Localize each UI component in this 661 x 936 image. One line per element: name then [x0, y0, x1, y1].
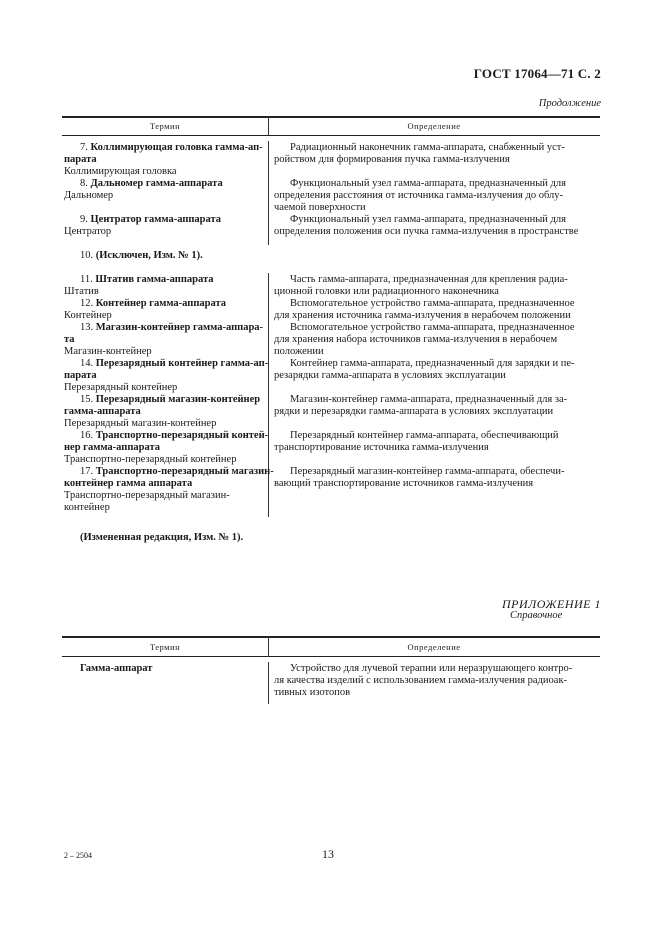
term-line: Перезарядный контейнер: [64, 382, 178, 393]
term-line: Транспортно-перезарядный контейнер: [64, 454, 237, 465]
term-line: контейнер: [64, 502, 110, 513]
definition-line: Часть гамма-аппарата, предназначенная для крепления радиа-: [290, 274, 568, 285]
appendix-col-def-header: Определение: [407, 642, 461, 652]
document-code: ГОСТ 17064—71 С. 2: [473, 66, 601, 81]
table1-header-rule: [62, 135, 600, 136]
term-line: 14. Перезарядный контейнер гамма-ап-: [80, 358, 269, 369]
definition-line: определения положения оси пучка гамма-излучения в пространстве: [274, 226, 579, 237]
definition-line: Функциональный узел гамма-аппарата, предназначенный для: [290, 178, 566, 189]
definition-line: для хранения набора источников гамма-излучения в нерабочем: [274, 334, 558, 345]
table1-col-def-header: Определение: [407, 121, 461, 131]
term-line: 10. (Исключен, Изм. № 1).: [80, 250, 203, 261]
table1-body-divider-a: [268, 141, 269, 245]
page-number: 13: [322, 847, 334, 861]
term-line: 16. Транспортно-перезарядный контей-: [80, 430, 269, 441]
appendix-col-term-header: Термин: [149, 642, 181, 652]
definition-line: чаемой поверхности: [274, 202, 366, 213]
term-line: 7. Коллимирующая головка гамма-ап-: [80, 142, 263, 153]
print-code: 2 – 2504: [64, 851, 92, 860]
definition-line: рядки и перезарядки гамма-аппарата в условиях эксплуатации: [274, 406, 554, 417]
definition-line: определения расстояния от источника гамма-излучения до облу-: [274, 190, 564, 201]
table1-body-divider-b: [268, 273, 269, 517]
term-line: Контейнер: [64, 310, 112, 321]
term-line: парата: [64, 154, 97, 165]
appendix-body-divider: [268, 662, 269, 704]
term-line: 12. Контейнер гамма-аппарата: [80, 298, 226, 309]
term-line: Центратор: [64, 226, 112, 237]
definition-line: Контейнер гамма-аппарата, предназначенный для зарядки и пе-: [290, 358, 575, 369]
term-line: 11. Штатив гамма-аппарата: [80, 274, 214, 285]
appendix-term: Гамма-аппарат: [80, 663, 153, 674]
definition-line: Магазин-контейнер гамма-аппарата, предназначенный для за-: [290, 394, 568, 405]
term-line: 8. Дальномер гамма-аппарата: [80, 178, 223, 189]
appendix-def-line: Устройство для лучевой терапии или неразрушающего контро-: [290, 663, 573, 674]
term-line: Магазин-контейнер: [64, 346, 152, 357]
term-line: парата: [64, 370, 97, 381]
definition-line: транспортирование источника гамма-излучения: [274, 442, 489, 453]
term-line: 9. Центратор гамма-аппарата: [80, 214, 222, 225]
definition-line: ционной головки или радиационного наконечника: [274, 286, 499, 297]
definition-line: ройством для формирования пучка гамма-излучения: [274, 154, 510, 165]
term-line: Дальномер: [64, 190, 114, 201]
term-line: 13. Магазин-контейнер гамма-аппара-: [80, 322, 264, 333]
term-line: Транспортно-перезарядный магазин-: [64, 490, 230, 501]
appendix-def-line: тивных изотопов: [274, 687, 351, 698]
table1-top-rule: [62, 116, 600, 118]
term-line: гамма-аппарата: [64, 406, 141, 417]
definition-line: для хранения источника гамма-излучения в нерабочем положении: [274, 310, 571, 321]
term-line: Коллимирующая головка: [64, 166, 177, 177]
definition-line: вающий транспортирование источников гамма-излучения: [274, 478, 534, 489]
term-line: 17. Транспортно-перезарядный магазин-: [80, 466, 274, 477]
continuation-label: Продолжение: [538, 98, 601, 109]
definition-line: положении: [274, 346, 324, 357]
appendix-def-line: ля качества изделий с использованием гамма-излучения радиоак-: [274, 675, 568, 686]
appendix-header-rule: [62, 656, 600, 657]
term-line: Штатив: [64, 286, 99, 297]
term-line: нер гамма-аппарата: [64, 442, 160, 453]
appendix-header-divider: [268, 636, 269, 656]
amendment-note: (Измененная редакция, Изм. № 1).: [80, 532, 244, 543]
appendix-title: ПРИЛОЖЕНИЕ 1: [502, 597, 601, 611]
definition-line: резарядки гамма-аппарата в условиях эксплуатации: [274, 370, 506, 381]
term-line: Перезарядный магазин-контейнер: [64, 418, 217, 429]
definition-line: Радиационный наконечник гамма-аппарата, снабженный уст-: [290, 142, 565, 153]
definition-line: Перезарядный контейнер гамма-аппарата, обеспечивающий: [290, 430, 559, 441]
appendix-top-rule: [62, 636, 600, 638]
definition-line: Функциональный узел гамма-аппарата, предназначенный для: [290, 214, 566, 225]
table1-col-term-header: Термин: [149, 121, 181, 131]
definition-line: Вспомогательное устройство гамма-аппарата, предназначенное: [290, 322, 575, 333]
appendix-subtitle: Справочное: [510, 610, 563, 621]
term-line: 15. Перезарядный магазин-контейнер: [80, 394, 261, 405]
term-line: контейнер гамма аппарата: [64, 478, 193, 489]
definition-line: Вспомогательное устройство гамма-аппарата, предназначенное: [290, 298, 575, 309]
table1-header-divider: [268, 116, 269, 135]
term-line: та: [64, 334, 75, 345]
definition-line: Перезарядный магазин-контейнер гамма-аппарата, обеспечи-: [290, 466, 565, 477]
